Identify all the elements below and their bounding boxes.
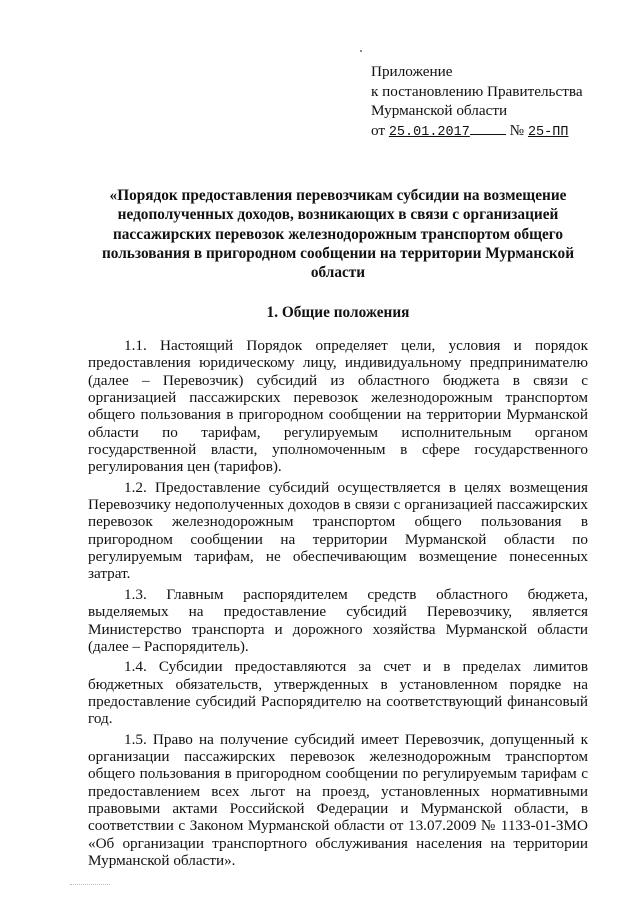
paragraph-1-5: 1.5. Право на получение субсидий имеет Перевозчик, допущенный к организации пассажирских перевозок железнодорожным транспортом общего пользования в пригородном сообщении по регулируемым тарифам с предоставлением всех льгот на проезд, установленных нормативными правовыми актами Российской Федерации и Мурманской области, в соответствии с Законом Мурманской области от 13.07.2009 № 1133-01-ЗМО «Об организации транспортного обслуживания населения на территории Мурманской области». bbox=[88, 730, 588, 869]
decree-number: 25-ПП bbox=[527, 124, 569, 140]
date-underline bbox=[470, 134, 506, 135]
section-heading: 1. Общие положения bbox=[266, 304, 410, 321]
paragraph-1-3: 1.3. Главным распорядителем средств областного бюджета, выделяемых на предоставление субсидий Перевозчику, является Министерство транспорта и дорожного хозяйства Мурманской области (далее – Распорядитель). bbox=[88, 585, 588, 655]
appendix-line-1: Приложение bbox=[371, 63, 453, 80]
appendix-date-line bbox=[371, 121, 621, 143]
paragraph-1-4: 1.4. Субсидии предоставляются за счет и в пределах лимитов бюджетных обязательств, утвержденных в установленном порядке на предоставление субсидий Распорядителю на соответствующий финансовый год. bbox=[88, 658, 588, 728]
document-body bbox=[88, 337, 588, 872]
number-prefix: № bbox=[509, 121, 525, 139]
decree-date: 25.01.2017 bbox=[388, 124, 470, 140]
appendix-line-3: Мурманской области bbox=[371, 102, 508, 119]
footer-mark bbox=[70, 884, 110, 885]
paragraph-1-1: 1.1. Настоящий Порядок определяет цели, условия и порядок предоставления юридическому лицу, индивидуальному предпринимателю (далее – Перевозчик) субсидий из областного бюджета в связи с организацией пассажирских перевозок железнодорожным транспортом общего пользования в пригородном сообщении на территории Мурманской области по тарифам, регулируемым исполнительным органом государственной власти, уполномоченным в сфере государственного регулирования цен (тарифов). bbox=[88, 337, 588, 476]
document-title: «Порядок предоставления перевозчикам субсидии на возмещение недополученных доходов, возникающих в связи с организацией пассажирских перевозок железнодорожным транспортом общего пользования в пригородном сообщении на территории Мурманской области bbox=[101, 187, 575, 282]
date-prefix: от bbox=[371, 121, 386, 139]
appendix-block bbox=[371, 62, 621, 142]
paragraph-1-2: 1.2. Предоставление субсидий осуществляется в целях возмещения Перевозчику недополученных доходов в связи с организацией пассажирских перевозок железнодорожным транспортом общего пользования в пригородном сообщении на территории Мурманской области по регулируемым тарифам, не обеспечивающим возмещение понесенных затрат. bbox=[88, 478, 588, 583]
appendix-line-2: к постановлению Правительства bbox=[371, 82, 583, 100]
scan-dot bbox=[360, 50, 362, 52]
